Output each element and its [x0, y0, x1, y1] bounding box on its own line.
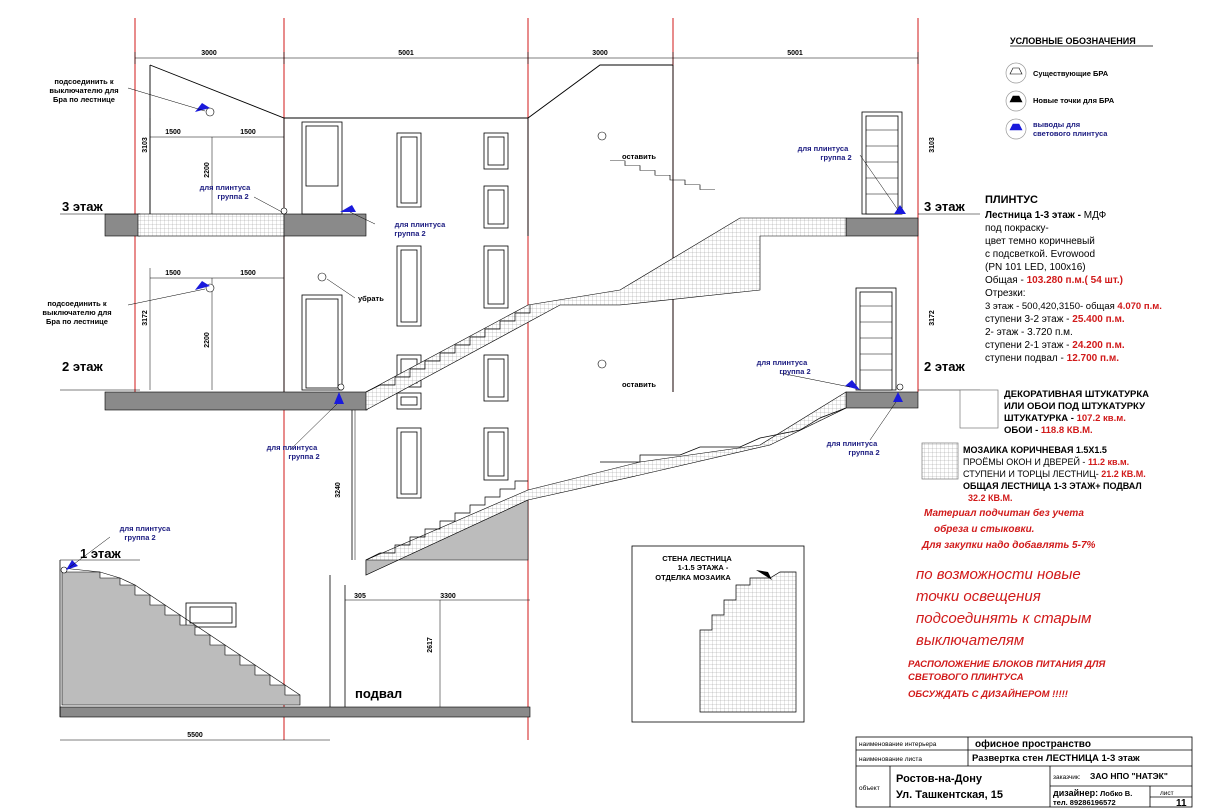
plaster-line-3a: ШТУКАТУРКА - — [1004, 413, 1077, 424]
plinth-note-b-1: для плинтуса — [394, 220, 446, 229]
dim-305: 305 — [354, 593, 366, 600]
plinth-note-b-2: группа 2 — [394, 229, 426, 238]
dim-2200-b: 2200 — [204, 332, 211, 348]
interior-value: офисное пространство — [975, 739, 1091, 750]
mosaic-line-3 — [963, 469, 1146, 479]
mosaic-swatch — [922, 443, 958, 479]
switch-note-top-2: выключателю для — [49, 86, 119, 95]
plaster-line-1: ДЕКОРАТИВНАЯ ШТУКАТУРКА — [1004, 389, 1150, 400]
dim-top-4: 5001 — [787, 50, 803, 57]
material-remarks — [921, 507, 1096, 551]
mosaic-line-2b: 11.2 кв.м. — [1087, 457, 1130, 467]
switch-note-top-3: Бра по лестнице — [53, 95, 115, 104]
lighting-remarks — [916, 566, 1091, 649]
dim-1500-c: 1500 — [165, 270, 181, 277]
legend-item-3b: светового плинтуса — [1033, 129, 1108, 138]
client-label: заказчик: — [1053, 774, 1081, 781]
existing-sconce-icon — [1006, 63, 1026, 83]
designer-label: дизайнер: — [1053, 788, 1099, 798]
plinth-note-g-1: для плинтуса — [119, 524, 171, 533]
spec-line-8 — [985, 301, 1162, 312]
floor-2-label: 2 этаж — [62, 359, 103, 374]
spec-line-9b: 25.400 п.м. — [1072, 314, 1125, 325]
power-remark-2: СВЕТОВОГО ПЛИНТУСА — [908, 672, 1024, 683]
designer-phone: тел. 89286196572 — [1053, 798, 1116, 807]
spec-line-4: с подсветкой. Evrowood — [985, 249, 1096, 260]
switch-note-mid-3: Бра по лестнице — [46, 317, 108, 326]
sheet-name-value: Развертка стен ЛЕСТНИЦА 1-3 этаж — [972, 753, 1140, 764]
spec-line-8a: 3 этаж - 500,420,3150- общая — [985, 301, 1118, 312]
stair-upper — [366, 161, 846, 410]
basement-label: подвал — [355, 686, 403, 701]
lighting-remark-3: подсоединять к старым — [916, 610, 1092, 627]
plaster-legend — [960, 389, 1149, 436]
spec-line-1 — [985, 210, 1107, 221]
plinth-note-e-2: группа 2 — [848, 448, 880, 457]
spec-line-9 — [985, 314, 1125, 325]
object-label: объект — [859, 785, 880, 792]
dim-right-3103: 3103 — [929, 137, 936, 153]
plinth-title: ПЛИНТУС — [985, 194, 1038, 206]
dim-1500-d: 1500 — [240, 270, 256, 277]
spec-line-10: 2- этаж - 3.720 п.м. — [985, 327, 1073, 338]
spec-line-11 — [985, 340, 1125, 351]
dim-1500-b: 1500 — [240, 129, 256, 136]
dim-3103: 3103 — [142, 137, 149, 153]
dim-1500-a: 1500 — [165, 129, 181, 136]
dim-3240: 3240 — [335, 482, 342, 498]
stair-basement — [62, 568, 300, 705]
plinth-note-d-1: для плинтуса — [756, 358, 808, 367]
dim-3300: 3300 — [440, 593, 456, 600]
remark-1: Материал подчитан без учета — [924, 508, 1084, 519]
spec-line-1-rest: МДФ — [1083, 210, 1107, 221]
dim-top-2: 5001 — [398, 50, 414, 57]
switch-note-top-1: подсоединить к — [54, 77, 114, 86]
plinth-note-d-2: группа 2 — [779, 367, 811, 376]
plaster-line-3 — [1004, 413, 1126, 424]
object-street: Ул. Ташкентская, 15 — [896, 789, 1003, 801]
dim-2617: 2617 — [427, 637, 434, 653]
spec-line-9a: ступени 3-2 этаж - — [985, 314, 1073, 325]
sheet-number-label: лист — [1160, 790, 1174, 797]
plinth-note-a-1: для плинтуса — [199, 183, 251, 192]
detail-line-2: 1-1.5 ЭТАЖА - — [677, 563, 729, 572]
spec-line-1-bold: Лестница 1-3 этаж - — [985, 210, 1084, 221]
plaster-line-4 — [1004, 425, 1093, 436]
plinth-note-e-1: для плинтуса — [826, 439, 878, 448]
power-remark-1: РАСПОЛОЖЕНИЕ БЛОКОВ ПИТАНИЯ ДЛЯ — [908, 659, 1106, 670]
spec-line-6 — [985, 274, 1123, 286]
detail-line-3: ОТДЕЛКА МОЗАИКА — [655, 573, 731, 582]
mosaic-legend — [922, 443, 1146, 503]
legend-title: УСЛОВНЫЕ ОБОЗНАЧЕНИЯ — [1010, 36, 1136, 46]
plinth-note-f-2: группа 2 — [288, 452, 320, 461]
keep-note-1: оставить — [622, 152, 657, 161]
floor-3-label: 3 этаж — [62, 199, 103, 214]
lighting-remark-4: выключателям — [916, 632, 1025, 649]
spec-line-12b: 12.700 п.м. — [1066, 353, 1119, 364]
plaster-line-2: ИЛИ ОБОИ ПОД ШТУКАТУРКУ — [1004, 401, 1145, 412]
mosaic-line-5: 32.2 КВ.М. — [968, 493, 1013, 503]
spec-line-2: под покраску- — [985, 223, 1049, 234]
spec-line-12 — [985, 353, 1119, 364]
legend-item-3a: выводы для — [1033, 120, 1081, 129]
spec-line-11b: 24.200 п.м. — [1072, 340, 1125, 351]
mosaic-line-1: МОЗАИКА КОРИЧНЕВАЯ 1.5Х1.5 — [963, 445, 1107, 455]
mosaic-line-2a: ПРОЁМЫ ОКОН И ДВЕРЕЙ - — [963, 457, 1088, 467]
lighting-remark-2: точки освещения — [916, 588, 1041, 605]
mosaic-line-3b: 21.2 КВ.М. — [1101, 469, 1146, 479]
spec-line-3: цвет темно коричневый — [985, 236, 1095, 247]
mosaic-line-3a: СТУПЕНИ И ТОРЦЫ ЛЕСТНИЦ- — [963, 469, 1102, 479]
plaster-swatch — [960, 390, 998, 428]
plaster-line-3b: 107.2 кв.м. — [1076, 413, 1126, 424]
dim-top-3: 3000 — [592, 50, 608, 57]
remark-3: Для закупки надо добавлять 5-7% — [922, 540, 1096, 551]
power-remarks — [908, 659, 1106, 700]
dim-2200-a: 2200 — [204, 162, 211, 178]
plinth-note-c-1: для плинтуса — [797, 144, 849, 153]
detail-line-1: СТЕНА ЛЕСТНИЦА — [662, 554, 732, 563]
plinth-note-g-2: группа 2 — [124, 533, 156, 542]
remark-2: обреза и стыковки. — [934, 524, 1035, 535]
plaster-line-4b: 118.8 КВ.М. — [1040, 425, 1093, 436]
switch-note-mid-2: выключателю для — [42, 308, 112, 317]
remove-note: убрать — [358, 294, 384, 303]
plinth-note-f-1: для плинтуса — [266, 443, 318, 452]
dim-right-3172: 3172 — [929, 310, 936, 326]
object-city: Ростов-на-Дону — [896, 773, 983, 785]
legend-item-1: Существующие БРА — [1033, 69, 1109, 78]
sheet-number: 11 — [1176, 798, 1187, 809]
dim-top-1: 3000 — [201, 50, 217, 57]
spec-line-12a: ступени подвал - — [985, 353, 1067, 364]
spec-line-8b: 4.070 п.м. — [1117, 301, 1162, 312]
plinth-spec — [985, 194, 1162, 364]
spec-line-11a: ступени 2-1 этаж - — [985, 340, 1073, 351]
legend-item-2: Новые точки для БРА — [1033, 96, 1115, 105]
power-remark-3: ОБСУЖДАТЬ С ДИЗАЙНЕРОМ !!!!! — [908, 689, 1068, 700]
plinth-note-a-2: группа 2 — [217, 192, 249, 201]
sheet-name-label: наименование листа — [859, 756, 922, 763]
spec-line-5: (PN 101 LED, 100x16) — [985, 262, 1086, 273]
floor-2-label-right: 2 этаж — [924, 359, 965, 374]
floor-1-label: 1 этаж — [80, 546, 121, 561]
designer-value: Лобко В. — [1100, 789, 1133, 798]
spec-line-6a: Общая - — [985, 275, 1027, 286]
mosaic-line-2 — [963, 456, 1129, 467]
floor-3-label-right: 3 этаж — [924, 199, 965, 214]
dim-3172: 3172 — [142, 310, 149, 326]
plaster-line-4a: ОБОИ - — [1004, 425, 1041, 436]
spec-line-6b: 103.280 п.м.( 54 шт.) — [1026, 275, 1124, 286]
spec-line-7: Отрезки: — [985, 288, 1026, 299]
doors — [302, 112, 902, 390]
switch-note-mid-1: подсоединить к — [47, 299, 107, 308]
client-value: ЗАО НПО "НАТЭК" — [1090, 771, 1168, 781]
keep-note-2: оставить — [622, 380, 657, 389]
lighting-remark-1: по возможности новые — [916, 566, 1081, 583]
plinth-note-c-2: группа 2 — [820, 153, 852, 162]
dim-5500: 5500 — [187, 732, 203, 739]
stair-wall-detail — [632, 546, 804, 722]
legend — [1006, 36, 1153, 139]
interior-label: наименование интерьера — [859, 741, 937, 748]
mosaic-line-4: ОБЩАЯ ЛЕСТНИЦА 1-3 ЭТАЖ+ ПОДВАЛ — [963, 481, 1142, 491]
